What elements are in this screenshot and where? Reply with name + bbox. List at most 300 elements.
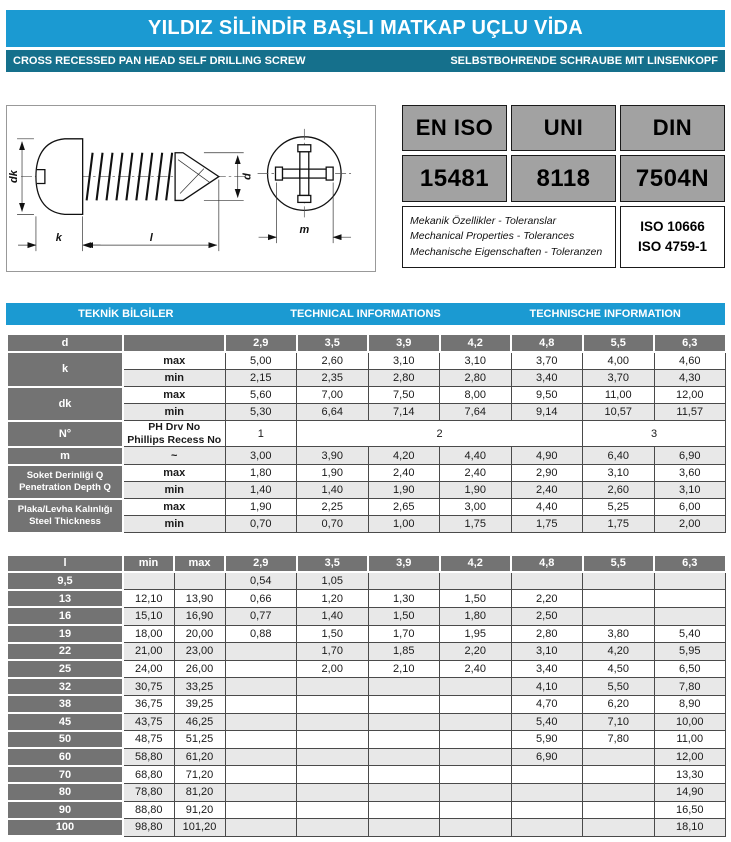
screw-technical-drawing: [6, 105, 376, 272]
max-cell: 81,20: [174, 783, 225, 801]
table-cell: 8,00: [440, 387, 512, 404]
table-cell: 5,25: [583, 499, 655, 516]
table-row: [7, 748, 726, 766]
table-row: [7, 731, 726, 749]
table-row: [7, 801, 726, 819]
table-cell: 2,50: [511, 607, 583, 625]
table-row: [7, 695, 726, 713]
table-cell: [440, 731, 512, 749]
table-cell: [511, 572, 583, 590]
table-cell: 7,64: [440, 404, 512, 421]
table-cell: 0,66: [225, 590, 297, 608]
table-cell: 3,00: [440, 499, 512, 516]
diameter-header: 4,2: [440, 555, 512, 573]
max-cell: 20,00: [174, 625, 225, 643]
table-cell: 7,80: [654, 678, 726, 696]
row-sub-label: ~: [123, 447, 225, 465]
drawing-and-standards-row: [6, 105, 725, 272]
table-cell: 5,30: [225, 404, 297, 421]
table-cell: [368, 783, 440, 801]
table-cell: 9,14: [511, 404, 583, 421]
table-cell: 1,70: [297, 643, 369, 661]
tolerance-note-de: Mechanische Eigenschaften - Toleranzen: [410, 245, 603, 258]
row-sub-label: min: [123, 404, 225, 421]
diameter-header: 5,5: [583, 555, 655, 573]
length-label: 13: [7, 590, 123, 608]
table-cell: 1,40: [297, 607, 369, 625]
diameter-header: 6,3: [654, 555, 726, 573]
max-cell: 13,90: [174, 590, 225, 608]
drill-point: [175, 153, 219, 201]
table-cell: 4,40: [440, 447, 512, 465]
max-cell: 33,25: [174, 678, 225, 696]
dim-label-k: k: [55, 232, 62, 245]
table-cell: [297, 731, 369, 749]
table-cell: 6,50: [654, 660, 726, 678]
table-cell: 2,40: [511, 482, 583, 499]
table-cell: 2,80: [368, 370, 440, 387]
table-cell: 1,95: [440, 625, 512, 643]
table-cell: [583, 607, 655, 625]
table-row: [7, 819, 726, 837]
table-row: [7, 499, 726, 516]
section-title-en: TECHNICAL INFORMATIONS: [290, 308, 441, 320]
table-cell: [225, 766, 297, 784]
table-cell: [654, 572, 726, 590]
table-cell: 4,20: [583, 643, 655, 661]
row-sub-label: max: [123, 499, 225, 516]
row-sub-label: max: [123, 352, 225, 370]
length-label: 70: [7, 766, 123, 784]
table-cell: 0,70: [297, 516, 369, 533]
max-cell: 61,20: [174, 748, 225, 766]
max-cell: 23,00: [174, 643, 225, 661]
diameter-header: 6,3: [654, 334, 726, 352]
min-cell: 36,75: [123, 695, 174, 713]
table-cell: 3: [583, 421, 726, 447]
table-cell: [440, 695, 512, 713]
table-cell: 11,57: [654, 404, 726, 421]
min-cell: 43,75: [123, 713, 174, 731]
table-cell: [440, 678, 512, 696]
table-cell: 8,90: [654, 695, 726, 713]
table-cell: [368, 766, 440, 784]
table-cell: [511, 783, 583, 801]
table-cell: 1,20: [297, 590, 369, 608]
table-cell: [511, 766, 583, 784]
section-title-de: TECHNISCHE INFORMATION: [529, 308, 681, 320]
diameter-header: 3,5: [297, 334, 369, 352]
table-cell: [368, 819, 440, 837]
diameter-header: 2,9: [225, 555, 297, 573]
table-row: [7, 352, 726, 370]
length-data-table: [6, 554, 727, 838]
table-cell: [225, 678, 297, 696]
diameter-header: 4,8: [511, 334, 583, 352]
length-label: 45: [7, 713, 123, 731]
recess-notch: [37, 170, 45, 184]
table-cell: 10,00: [654, 713, 726, 731]
table-cell: 3,10: [440, 352, 512, 370]
table-cell: 1,90: [368, 482, 440, 499]
table-cell: 6,90: [654, 447, 726, 465]
table-cell: [297, 801, 369, 819]
table-cell: 2: [297, 421, 583, 447]
table-cell: 2,60: [583, 482, 655, 499]
table-cell: 2,20: [440, 643, 512, 661]
table-cell: 6,00: [654, 499, 726, 516]
table-cell: [297, 695, 369, 713]
table-cell: 6,64: [297, 404, 369, 421]
table-cell: 1,50: [440, 590, 512, 608]
standard-org-eniso: EN ISO: [402, 105, 507, 151]
table-cell: [583, 590, 655, 608]
table-cell: [368, 731, 440, 749]
standard-org-din: DIN: [620, 105, 725, 151]
table-row: [7, 572, 726, 590]
table-cell: 9,50: [511, 387, 583, 404]
min-cell: [123, 572, 174, 590]
table-cell: 1,80: [225, 465, 297, 482]
table-cell: 0,54: [225, 572, 297, 590]
min-cell: 24,00: [123, 660, 174, 678]
table-cell: 2,65: [368, 499, 440, 516]
table-cell: [583, 783, 655, 801]
table-cell: 7,14: [368, 404, 440, 421]
row-sub-label: min: [123, 516, 225, 533]
table-cell: [440, 819, 512, 837]
table-cell: 2,10: [368, 660, 440, 678]
table-cell: 3,00: [225, 447, 297, 465]
table-cell: 0,70: [225, 516, 297, 533]
table-row: [7, 643, 726, 661]
datasheet-page: [6, 10, 725, 837]
table-cell: 11,00: [654, 731, 726, 749]
table-cell: [368, 713, 440, 731]
table-cell: 7,80: [583, 731, 655, 749]
diameter-header: 3,9: [368, 334, 440, 352]
table-cell: 1,50: [297, 625, 369, 643]
table-cell: [368, 801, 440, 819]
subtitle-bar: [6, 50, 725, 72]
length-label: 19: [7, 625, 123, 643]
table-cell: [225, 643, 297, 661]
table-cell: [583, 766, 655, 784]
table-cell: 1,80: [440, 607, 512, 625]
table-row: [7, 447, 726, 465]
min-cell: 88,80: [123, 801, 174, 819]
table-cell: 3,40: [511, 660, 583, 678]
row-group-label: Soket Derinliği Q Penetration Depth Q: [7, 465, 123, 499]
table-cell: [654, 607, 726, 625]
table-cell: 6,20: [583, 695, 655, 713]
min-cell: 78,80: [123, 783, 174, 801]
table-cell: [583, 572, 655, 590]
length-label: 9,5: [7, 572, 123, 590]
table-cell: 1,75: [583, 516, 655, 533]
diameter-header: 5,5: [583, 334, 655, 352]
diameter-header: 4,8: [511, 555, 583, 573]
section-header-bar: [6, 303, 725, 325]
max-cell: 51,25: [174, 731, 225, 749]
table-cell: 4,90: [511, 447, 583, 465]
table-cell: [368, 748, 440, 766]
subtitle-german: SELBSTBOHRENDE SCHRAUBE MIT LINSENKOPF: [450, 55, 718, 67]
standards-table: [402, 105, 725, 268]
subtitle-english: CROSS RECESSED PAN HEAD SELF DRILLING SCREW: [13, 55, 306, 67]
standard-number-din: 7504N: [620, 155, 725, 202]
tolerance-note-tr: Mekanik Özellikler - Toleranslar: [410, 215, 557, 228]
column-header-l: l: [7, 555, 123, 573]
table-cell: 6,40: [583, 447, 655, 465]
table-cell: [440, 748, 512, 766]
table-cell: [225, 783, 297, 801]
table-cell: [511, 801, 583, 819]
table-cell: 3,10: [654, 482, 726, 499]
diameter-header: 4,2: [440, 334, 512, 352]
row-sub-label: max: [123, 387, 225, 404]
length-label: 16: [7, 607, 123, 625]
table-row: [7, 678, 726, 696]
table-row: [7, 766, 726, 784]
table-cell: [225, 695, 297, 713]
table-cell: 4,00: [583, 352, 655, 370]
table-cell: [440, 572, 512, 590]
row-group-label: N°: [7, 421, 123, 447]
column-header-max: max: [174, 555, 225, 573]
table-cell: 3,10: [511, 643, 583, 661]
min-cell: 12,10: [123, 590, 174, 608]
min-cell: 98,80: [123, 819, 174, 837]
table-cell: [440, 801, 512, 819]
diameter-header: 3,9: [368, 555, 440, 573]
dim-label-dk: dk: [8, 170, 21, 183]
max-cell: 91,20: [174, 801, 225, 819]
min-cell: 58,80: [123, 748, 174, 766]
table-cell: [368, 572, 440, 590]
table-cell: 7,00: [297, 387, 369, 404]
table-cell: 5,95: [654, 643, 726, 661]
table-cell: 1,70: [368, 625, 440, 643]
table-cell: 4,60: [654, 352, 726, 370]
table-cell: [440, 766, 512, 784]
iso-references: [620, 206, 725, 268]
table-cell: 1,40: [225, 482, 297, 499]
table-cell: 7,50: [368, 387, 440, 404]
table-cell: 3,70: [511, 352, 583, 370]
section-title-tr: TEKNİK BİLGİLER: [78, 308, 174, 320]
table-row: [7, 607, 726, 625]
dim-label-d: d: [241, 173, 254, 180]
row-group-label: dk: [7, 387, 123, 421]
table-cell: [583, 748, 655, 766]
table-cell: 1: [225, 421, 297, 447]
table-cell: 2,80: [511, 625, 583, 643]
table-cell: 13,30: [654, 766, 726, 784]
row-sub-label: max: [123, 465, 225, 482]
standard-number-eniso: 15481: [402, 155, 507, 202]
table-row: [7, 660, 726, 678]
max-cell: 71,20: [174, 766, 225, 784]
table-cell: 1,50: [368, 607, 440, 625]
table-cell: 2,00: [654, 516, 726, 533]
table-cell: 11,00: [583, 387, 655, 404]
table-cell: [511, 819, 583, 837]
standard-org-uni: UNI: [511, 105, 616, 151]
table-cell: 2,40: [440, 465, 512, 482]
length-label: 100: [7, 819, 123, 837]
table-cell: 1,30: [368, 590, 440, 608]
column-header-blank: [123, 334, 225, 352]
table-row: [7, 625, 726, 643]
min-cell: 30,75: [123, 678, 174, 696]
table-cell: [225, 731, 297, 749]
table-cell: 1,75: [511, 516, 583, 533]
length-label: 50: [7, 731, 123, 749]
table-cell: [297, 819, 369, 837]
length-label: 90: [7, 801, 123, 819]
table-cell: 1,85: [368, 643, 440, 661]
table-cell: 4,50: [583, 660, 655, 678]
min-cell: 18,00: [123, 625, 174, 643]
technical-data-table: [6, 333, 727, 534]
column-header-min: min: [123, 555, 174, 573]
min-cell: 21,00: [123, 643, 174, 661]
table-row: [7, 783, 726, 801]
table-cell: [440, 783, 512, 801]
table-cell: 1,90: [440, 482, 512, 499]
length-label: 25: [7, 660, 123, 678]
table-cell: 0,77: [225, 607, 297, 625]
table-cell: [654, 590, 726, 608]
standard-number-uni: 8118: [511, 155, 616, 202]
table-cell: 5,00: [225, 352, 297, 370]
max-cell: [174, 572, 225, 590]
iso-reference-2: ISO 4759-1: [637, 239, 708, 254]
table-cell: 1,90: [225, 499, 297, 516]
length-label: 22: [7, 643, 123, 661]
page-title: YILDIZ SİLİNDİR BAŞLI MATKAP UÇLU VİDA: [147, 17, 584, 39]
table-cell: 3,80: [583, 625, 655, 643]
column-header-d: d: [7, 334, 123, 352]
table-cell: 2,40: [440, 660, 512, 678]
table-cell: 1,40: [297, 482, 369, 499]
length-label: 60: [7, 748, 123, 766]
screw-thread: [87, 153, 172, 201]
row-sub-label: PH Drv No Phillips Recess No: [123, 421, 225, 447]
table-cell: [583, 801, 655, 819]
length-label: 38: [7, 695, 123, 713]
max-cell: 26,00: [174, 660, 225, 678]
table-cell: 3,10: [583, 465, 655, 482]
table-row: [7, 387, 726, 404]
table-row: [7, 590, 726, 608]
table-cell: [225, 713, 297, 731]
table-row: [7, 465, 726, 482]
row-sub-label: min: [123, 482, 225, 499]
table-cell: 1,75: [440, 516, 512, 533]
table-cell: 2,00: [297, 660, 369, 678]
table-cell: [225, 660, 297, 678]
dim-label-m: m: [299, 224, 310, 237]
table-cell: 5,60: [225, 387, 297, 404]
table-cell: 4,20: [368, 447, 440, 465]
title-bar: [6, 10, 725, 47]
max-cell: 46,25: [174, 713, 225, 731]
max-cell: 16,90: [174, 607, 225, 625]
iso-reference-1: ISO 10666: [640, 218, 705, 234]
min-cell: 48,75: [123, 731, 174, 749]
table-cell: 5,90: [511, 731, 583, 749]
length-label: 80: [7, 783, 123, 801]
table-cell: 1,00: [368, 516, 440, 533]
table-cell: 10,57: [583, 404, 655, 421]
table-cell: [440, 713, 512, 731]
table-cell: 4,40: [511, 499, 583, 516]
row-group-label: m: [7, 447, 123, 465]
table-cell: 5,40: [511, 713, 583, 731]
table-cell: [583, 819, 655, 837]
max-cell: 101,20: [174, 819, 225, 837]
tolerance-notes: [402, 206, 616, 268]
tolerance-note-en: Mechanical Properties - Tolerances: [410, 230, 575, 243]
table-cell: 2,90: [511, 465, 583, 482]
table-cell: [368, 678, 440, 696]
table-cell: 3,40: [511, 370, 583, 387]
table-row: [7, 713, 726, 731]
table-cell: 2,80: [440, 370, 512, 387]
diameter-header: 3,5: [297, 555, 369, 573]
min-cell: 15,10: [123, 607, 174, 625]
table-cell: 2,60: [297, 352, 369, 370]
table-cell: 2,20: [511, 590, 583, 608]
table-cell: [368, 695, 440, 713]
max-cell: 39,25: [174, 695, 225, 713]
row-group-label: Plaka/Levha Kalınlığı Steel Thickness: [7, 499, 123, 533]
dim-label-l: l: [149, 232, 153, 245]
table-cell: [297, 678, 369, 696]
table-cell: 16,50: [654, 801, 726, 819]
table-cell: [297, 766, 369, 784]
table-cell: [225, 819, 297, 837]
table-cell: 4,70: [511, 695, 583, 713]
table-cell: 7,10: [583, 713, 655, 731]
diameter-header: 2,9: [225, 334, 297, 352]
table-row: [7, 421, 726, 447]
table-cell: 2,25: [297, 499, 369, 516]
table-cell: 2,35: [297, 370, 369, 387]
table-cell: 12,00: [654, 387, 726, 404]
table-cell: 1,05: [297, 572, 369, 590]
table-cell: [297, 713, 369, 731]
table-cell: 3,90: [297, 447, 369, 465]
table-cell: 5,40: [654, 625, 726, 643]
table-cell: [225, 748, 297, 766]
table-cell: [297, 783, 369, 801]
table-cell: 5,50: [583, 678, 655, 696]
table-cell: 4,10: [511, 678, 583, 696]
table-cell: 2,15: [225, 370, 297, 387]
table-cell: [225, 801, 297, 819]
table-cell: 3,10: [368, 352, 440, 370]
table-cell: 4,30: [654, 370, 726, 387]
table-cell: 2,40: [368, 465, 440, 482]
screw-drawing-svg: [7, 106, 375, 271]
min-cell: 68,80: [123, 766, 174, 784]
length-label: 32: [7, 678, 123, 696]
table-cell: 1,90: [297, 465, 369, 482]
table-cell: 14,90: [654, 783, 726, 801]
